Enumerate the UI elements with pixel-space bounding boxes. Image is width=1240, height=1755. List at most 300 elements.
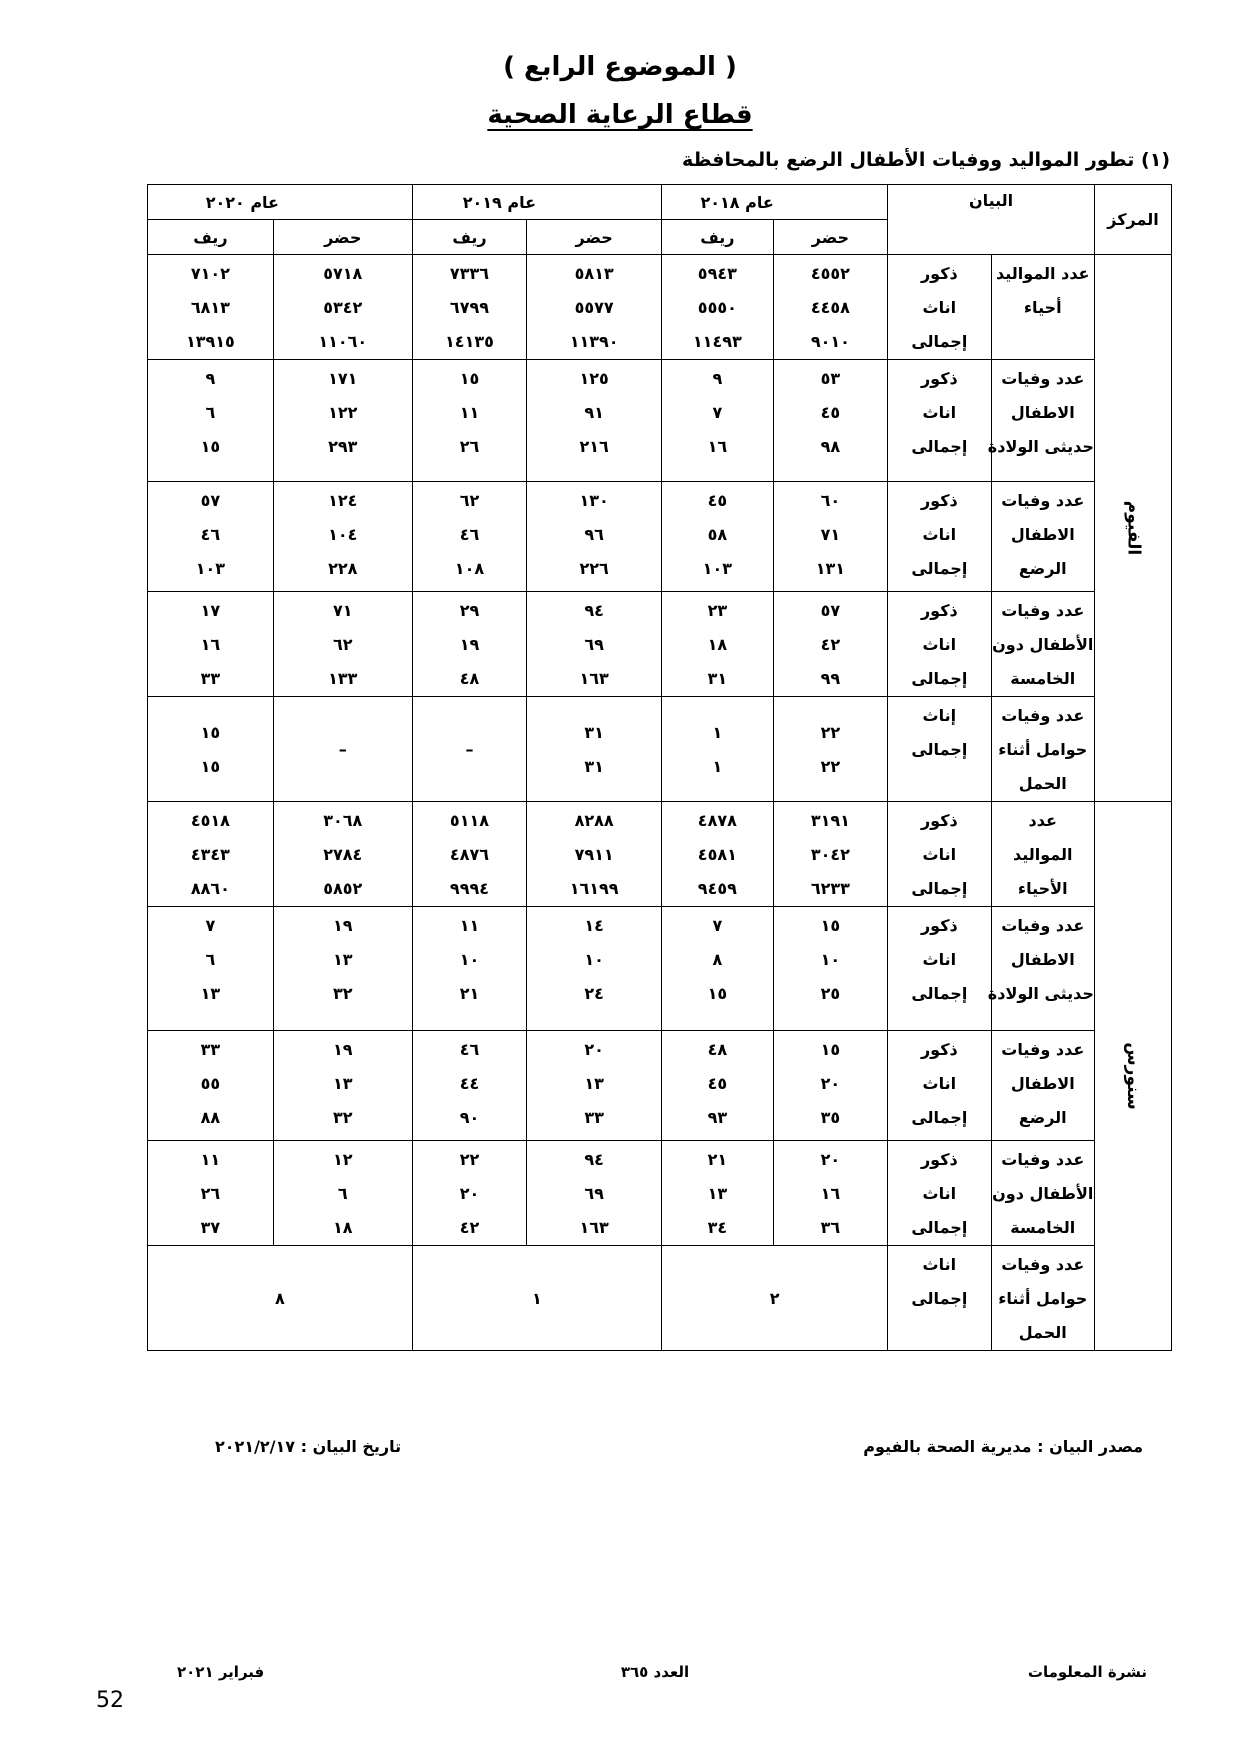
sex-label-cell-line: اناث (922, 403, 957, 422)
table-row (148, 255, 1172, 360)
value-cell-line: ٥٨١٣ (574, 264, 614, 283)
value-cell-line: ٨ (712, 950, 723, 969)
sex-label-cell-line: إجمالى (911, 437, 968, 456)
indicator-cell-line: الرضع (1018, 559, 1067, 578)
value-cell (148, 907, 274, 1031)
indicator-cell-line: أحياء (1023, 298, 1062, 317)
sex-label-cell-line: اناث (922, 525, 957, 544)
value-cell-line: ٢٧٨٤ (323, 845, 363, 864)
sex-label-cell-line: ذكور (920, 369, 958, 388)
value-cell-line: ١٠ (459, 950, 480, 969)
sex-label-cell-line: اناث (922, 298, 957, 317)
sex-label-cell-line: اناث (922, 950, 957, 969)
value-cell-line: ٩٩٩٤ (449, 879, 489, 898)
value-cell-line: ١٠٨ (454, 559, 485, 578)
value-cell-line: ٤٥٨١ (697, 845, 737, 864)
sex-label-cell (888, 697, 991, 802)
value-cell (662, 1031, 774, 1141)
data-source: مصدر البيان : مديرية الصحة بالفيوم (863, 1437, 1143, 1456)
value-cell-line: ٥٧ (200, 491, 221, 510)
table-row (148, 482, 1172, 592)
health-statistics-table (147, 184, 1172, 1351)
value-cell-line: ٥٣٤٢ (323, 298, 363, 317)
value-cell-line: ١١٠٦٠ (318, 332, 368, 351)
value-cell-line: ١٣ (200, 984, 221, 1003)
value-cell-line: ٧٩١١ (574, 845, 614, 864)
value-cell-line: ٢٠ (820, 1150, 841, 1169)
value-cell-line: ٥٥ (200, 1074, 221, 1093)
sex-label-cell-line: إجمالى (911, 879, 968, 898)
indicator-cell-line: المواليد (1012, 845, 1073, 864)
value-cell-line: ٨٢٨٨ (574, 811, 614, 830)
center-name: سنورس (1122, 1042, 1143, 1110)
value-cell-line: ٤٥ (707, 1074, 728, 1093)
center-name-cell (1094, 802, 1171, 1351)
sex-label-cell-line: ذكور (920, 811, 958, 830)
header-rural: ريف (412, 220, 527, 255)
value-cell-line: ١٨ (332, 1218, 353, 1237)
indicator-cell (987, 907, 1094, 1031)
value-cell-line: ١٣ (707, 1184, 728, 1203)
data-date: تاريخ البيان : ٢٠٢١/٢/١٧ (215, 1437, 402, 1456)
value-cell (773, 255, 888, 360)
sex-label-cell-line: اناث (922, 1255, 957, 1274)
indicator-cell-line: الرضع (1018, 1108, 1067, 1127)
value-cell-line: ٤٦ (459, 525, 480, 544)
value-cell-line: ١٩ (332, 1040, 353, 1059)
value-cell (773, 360, 888, 482)
table-row (148, 1141, 1172, 1246)
value-cell-line: ١٥ (820, 1040, 841, 1059)
sex-label-cell-line: اناث (922, 635, 957, 654)
value-cell-line: ٩٩ (820, 669, 841, 688)
value-cell-line: ١٠٣ (702, 559, 732, 578)
sex-label-cell-line: إجمالى (911, 332, 968, 351)
indicator-cell (991, 592, 1094, 697)
page-number: 52 (96, 1688, 124, 1713)
value-cell-line: ١٠٤ (328, 525, 358, 544)
topic-heading: ( الموضوع الرابع ) (503, 52, 737, 82)
indicator-cell-line: عدد وفيات (1001, 369, 1085, 388)
value-cell-line: ٧ (712, 403, 723, 422)
value-cell-line: ٢٠ (459, 1184, 480, 1203)
value-cell-line: ٥٥٧٧ (574, 298, 614, 317)
indicator-cell-line: عدد وفيات (1001, 1040, 1085, 1059)
value-cell-line: ٥٨٥٢ (323, 879, 363, 898)
value-cell-line: ٩٠ (459, 1108, 480, 1127)
value-cell-line: ٣٢ (332, 984, 353, 1003)
merged-value-cell: ١ (412, 1246, 661, 1351)
value-cell-line: ٤٥ (820, 403, 841, 422)
value-cell (773, 697, 888, 802)
sex-label-cell (888, 592, 991, 697)
value-cell (527, 697, 662, 802)
value-cell-line: ١٦ (820, 1184, 841, 1203)
value-cell-line: ٢٠ (820, 1074, 841, 1093)
sex-label-cell (888, 1246, 991, 1351)
indicator-cell-line: حديثى الولادة (987, 437, 1094, 456)
value-cell (273, 360, 412, 482)
value-cell (412, 592, 527, 697)
sex-label-cell-line: إجمالى (911, 669, 968, 688)
value-cell (662, 1141, 774, 1246)
value-cell-line: ٤٥ (707, 491, 728, 510)
value-cell-line: ٣٣ (584, 1108, 604, 1127)
value-cell-line: ٥٨ (707, 525, 728, 544)
value-cell (273, 592, 412, 697)
value-cell-line: ٤٥٥٢ (810, 264, 850, 283)
value-cell-line: ٣٠٤٢ (810, 845, 850, 864)
value-cell-line: ١٥ (459, 369, 480, 388)
indicator-cell-line: حديثى الولادة (987, 984, 1094, 1003)
value-cell: – (412, 697, 527, 802)
value-cell-line: ٤٣٤٣ (190, 845, 230, 864)
value-cell-line: ٢٢ (820, 723, 841, 742)
value-cell (273, 802, 412, 907)
header-rural: ريف (148, 220, 274, 255)
indicator-cell-line: عدد وفيات (1001, 601, 1085, 620)
sex-label-cell (888, 907, 991, 1031)
value-cell (773, 907, 888, 1031)
header-urban: حضر (527, 220, 662, 255)
value-cell (412, 1031, 527, 1141)
value-cell-line: ١٦ (707, 437, 728, 456)
value-cell-line: ٩ (712, 369, 723, 388)
value-cell-line: ٣١ (584, 757, 604, 776)
header-year-2018: عام ٢٠١٨ (662, 185, 888, 220)
value-cell-line: ٢٦ (200, 1184, 221, 1203)
value-cell (273, 907, 412, 1031)
value-cell-line: ٨٨ (200, 1108, 221, 1127)
sex-label-cell (888, 482, 991, 592)
value-cell-line: ٧ (205, 916, 216, 935)
sex-label-cell (888, 802, 991, 907)
sex-label-cell-line: ذكور (920, 491, 958, 510)
value-cell-line: ٦٠ (820, 491, 841, 510)
value-cell-line: ١٠٣ (195, 559, 226, 578)
value-cell-line: ١٣١ (815, 559, 846, 578)
value-cell (527, 482, 662, 592)
value-cell-line: ٤٨ (459, 669, 480, 688)
value-cell-line: ١٩ (459, 635, 480, 654)
value-cell-line: ١٣ (332, 950, 353, 969)
value-cell-line: ١ (712, 757, 723, 776)
indicator-cell-line: الأحياء (1017, 879, 1068, 898)
value-cell (527, 802, 662, 907)
value-cell-line: ٣٧ (200, 1218, 221, 1237)
value-cell-line: ٧١ (820, 525, 841, 544)
value-cell-line: ٣٥ (820, 1108, 841, 1127)
sex-label-cell-line: إجمالى (911, 1108, 968, 1127)
value-cell (412, 802, 527, 907)
value-cell (773, 592, 888, 697)
value-cell (148, 592, 274, 697)
value-cell-line: ٢١ (459, 984, 480, 1003)
value-cell-line: ١٧١ (328, 369, 358, 388)
footer-month: فبراير ٢٠٢١ (177, 1663, 265, 1681)
value-cell (273, 1141, 412, 1246)
value-cell-line: ٧٣٣٦ (449, 264, 489, 283)
header-urban: حضر (773, 220, 888, 255)
value-cell-line: ٩٦ (584, 525, 604, 544)
sex-label-cell (888, 1031, 991, 1141)
sex-label-cell (888, 255, 991, 360)
value-cell (662, 592, 774, 697)
sex-label-cell-line: إجمالى (911, 1218, 968, 1237)
value-cell (527, 360, 662, 482)
indicator-cell (987, 360, 1094, 482)
value-cell-line: ٤٨ (707, 1040, 728, 1059)
value-cell-line: ٢١ (707, 1150, 728, 1169)
value-cell-line: ٢١٦ (579, 437, 609, 456)
header-rural: ريف (662, 220, 774, 255)
value-cell-line: ٣١٩١ (810, 811, 850, 830)
sex-label-cell-line: إجمالى (911, 559, 968, 578)
header-year-2019: عام ٢٠١٩ (412, 185, 661, 220)
value-cell (412, 907, 527, 1031)
value-cell-line: ١٢٤ (328, 491, 358, 510)
value-cell-line: ١٢٢ (328, 403, 358, 422)
value-cell (527, 1141, 662, 1246)
value-cell-line: ٦٧٩٩ (449, 298, 489, 317)
value-cell-line: ٦٢٣٣ (810, 879, 850, 898)
page-title-text: قطاع الرعاية الصحية (487, 100, 753, 130)
value-cell (527, 1031, 662, 1141)
value-cell-line: ٣٦ (820, 1218, 841, 1237)
value-cell (412, 1141, 527, 1246)
value-cell-line: ١٢ (332, 1150, 353, 1169)
indicator-cell-line: الخامسة (1010, 1218, 1076, 1237)
sex-label-cell-line: ذكور (920, 1150, 958, 1169)
indicator-cell (991, 802, 1094, 907)
indicator-cell-line: الخامسة (1010, 669, 1076, 688)
indicator-cell-line: حوامل أثناء (998, 1289, 1088, 1308)
value-cell-line: ٣١ (707, 669, 728, 688)
table-row (148, 1246, 1172, 1351)
value-cell-line: ١٥ (200, 757, 221, 776)
header-item: البيان (888, 185, 1095, 255)
sex-label-cell-line: اناث (922, 1074, 957, 1093)
indicator-cell-line: الاطفال (1010, 1074, 1075, 1093)
sex-label-cell-line: ذكور (920, 601, 958, 620)
value-cell-line: ٥٥٥٠ (697, 298, 737, 317)
value-cell-line: ٢٣ (707, 601, 728, 620)
merged-value-cell: ٢ (662, 1246, 888, 1351)
table-body (148, 255, 1172, 1351)
value-cell (273, 255, 412, 360)
value-cell-line: ٦٩ (584, 635, 604, 654)
value-cell (773, 1031, 888, 1141)
sex-label-cell-line: ذكور (920, 916, 958, 935)
sex-label-cell-line: إجمالى (911, 1289, 968, 1308)
value-cell (527, 592, 662, 697)
value-cell-line: ٩ (205, 369, 216, 388)
value-cell-line: ١٦ (200, 635, 221, 654)
value-cell-line: ٨٨٦٠ (190, 879, 230, 898)
table-row (148, 1031, 1172, 1141)
value-cell (148, 1031, 274, 1141)
value-cell-line: ١١ (459, 916, 480, 935)
value-cell-line: ١٦٣ (579, 1218, 609, 1237)
value-cell-line: ٢٥ (820, 984, 841, 1003)
value-cell-line: ١٣ (332, 1074, 353, 1093)
header-urban: حضر (273, 220, 412, 255)
value-cell-line: ٩٠١٠ (810, 332, 850, 351)
table-row (148, 360, 1172, 482)
value-cell-line: ٢٢٨ (328, 559, 358, 578)
value-cell (773, 1141, 888, 1246)
value-cell-line: ٢٢٦ (579, 559, 609, 578)
center-name: الفيوم (1122, 500, 1143, 556)
indicator-cell-line: عدد وفيات (1001, 916, 1085, 935)
value-cell (662, 697, 774, 802)
indicator-cell-line: عدد وفيات (1001, 1150, 1085, 1169)
indicator-cell (991, 1031, 1094, 1141)
indicator-cell-line: الأطفال دون (992, 1184, 1094, 1203)
value-cell-line: ٢٩ (459, 601, 480, 620)
value-cell-line: ٢٢ (459, 1150, 480, 1169)
value-cell-line: ٥٣ (820, 369, 841, 388)
value-cell-line: ٩٤ (584, 1150, 604, 1169)
footer-issue: العدد ٣٦٥ (620, 1663, 690, 1681)
indicator-cell-line: عدد (1028, 811, 1057, 830)
value-cell-line: ١١ (200, 1150, 221, 1169)
value-cell (148, 482, 274, 592)
value-cell: – (273, 697, 412, 802)
page-title (0, 100, 1240, 130)
indicator-cell (991, 1246, 1094, 1351)
value-cell-line: ٩١ (584, 403, 604, 422)
value-cell-line: ١١٤٩٣ (692, 332, 742, 351)
value-cell (773, 802, 888, 907)
value-cell-line: ٤٢ (459, 1218, 480, 1237)
value-cell (662, 907, 774, 1031)
value-cell-line: ٦٢ (332, 635, 353, 654)
value-cell-line: ٦ (205, 950, 216, 969)
value-cell-line: ٩٣ (707, 1108, 728, 1127)
value-cell-line: ٢٦ (459, 437, 480, 456)
value-cell-line: ٥٧ (820, 601, 841, 620)
value-cell-line: ١٣٣ (328, 669, 358, 688)
value-cell-line: ١٥ (820, 916, 841, 935)
value-cell (527, 907, 662, 1031)
sex-label-cell-line: اناث (922, 1184, 957, 1203)
sex-label-cell-line: إجمالى (911, 740, 968, 759)
value-cell-line: ٤٦ (459, 1040, 480, 1059)
value-cell-line: ١٠ (584, 950, 604, 969)
value-cell-line: ٤٨٧٦ (449, 845, 489, 864)
indicator-cell-line: الأطفال دون (992, 635, 1094, 654)
table-row (148, 802, 1172, 907)
value-cell-line: ٦ (337, 1184, 348, 1203)
value-cell (148, 1141, 274, 1246)
value-cell-line: ٢٩٣ (328, 437, 358, 456)
value-cell-line: ١ (712, 723, 723, 742)
footer-bulletin: نشرة المعلومات (1027, 1663, 1147, 1681)
value-cell-line: ٣٢ (332, 1108, 353, 1127)
table-row (148, 592, 1172, 697)
sex-label-cell (888, 360, 991, 482)
indicator-cell-line: الحمل (1018, 1323, 1067, 1342)
value-cell-line: ١٠ (820, 950, 841, 969)
value-cell-line: ١٥ (200, 723, 221, 742)
value-cell-line: ١٣٩١٥ (185, 332, 235, 351)
value-cell-line: ٥٩٤٣ (697, 264, 737, 283)
value-cell-line: ١١ (459, 403, 480, 422)
sex-label-cell-line: ذكور (920, 264, 958, 283)
value-cell-line: ٧ (712, 916, 723, 935)
value-cell-line: ١٧ (200, 601, 221, 620)
value-cell-line: ٦٢ (459, 491, 480, 510)
indicator-cell-line: الاطفال (1010, 950, 1075, 969)
value-cell-line: ٤٢ (820, 635, 841, 654)
value-cell (412, 360, 527, 482)
value-cell-line: ٦ (205, 403, 216, 422)
value-cell-line: ٩٤ (584, 601, 604, 620)
value-cell-line: ١٨ (707, 635, 728, 654)
value-cell-line: ١٤١٣٥ (445, 332, 494, 351)
value-cell-line: ٦٩ (584, 1184, 604, 1203)
center-name-cell (1094, 255, 1171, 802)
indicator-cell (991, 1141, 1094, 1246)
value-cell-line: ١٥ (707, 984, 728, 1003)
indicator-cell-line: الاطفال (1010, 403, 1075, 422)
value-cell-line: ٤٥١٨ (190, 811, 230, 830)
value-cell (148, 802, 274, 907)
sex-label-cell-line: إجمالى (911, 984, 968, 1003)
value-cell-line: ٣٣ (200, 669, 221, 688)
value-cell (662, 482, 774, 592)
table-row (148, 697, 1172, 802)
value-cell-line: ٧١ (332, 601, 353, 620)
header-center: المركز (1094, 185, 1171, 255)
value-cell (662, 360, 774, 482)
value-cell-line: ٣٣ (200, 1040, 221, 1059)
indicator-cell-line: عدد وفيات (1001, 491, 1085, 510)
value-cell-line: ٦٨١٣ (190, 298, 230, 317)
indicator-cell-line: عدد وفيات (1001, 706, 1085, 725)
value-cell-line: ١٥ (200, 437, 221, 456)
value-cell (273, 482, 412, 592)
sex-label-cell (888, 1141, 991, 1246)
value-cell (148, 360, 274, 482)
value-cell-line: ٥١١٨ (449, 811, 489, 830)
indicator-cell-line: عدد المواليد (996, 264, 1090, 283)
header-year-2020: عام ٢٠٢٠ (148, 185, 413, 220)
value-cell-line: ١٦٣ (579, 669, 609, 688)
value-cell-line: ٢٢ (820, 757, 841, 776)
value-cell-line: ٤٨٧٨ (697, 811, 737, 830)
value-cell-line: ١٦١٩٩ (569, 879, 619, 898)
value-cell-line: ٣١ (584, 723, 604, 742)
sex-label-cell-line: ذكور (920, 1040, 958, 1059)
value-cell-line: ٤٤ (459, 1074, 480, 1093)
value-cell-line: ٧١٠٢ (190, 264, 230, 283)
value-cell (412, 482, 527, 592)
value-cell-line: ٤٤٥٨ (810, 298, 850, 317)
value-cell-line: ١٩ (332, 916, 353, 935)
value-cell (662, 255, 774, 360)
value-cell-line: ٩٤٥٩ (697, 879, 737, 898)
value-cell (412, 255, 527, 360)
indicator-cell-line: الاطفال (1010, 525, 1075, 544)
value-cell-line: ٥٧١٨ (323, 264, 363, 283)
indicator-cell-line: عدد وفيات (1001, 1255, 1085, 1274)
value-cell-line: ١١٣٩٠ (569, 332, 619, 351)
value-cell (662, 802, 774, 907)
indicator-cell (991, 255, 1094, 360)
value-cell-line: ٩٨ (820, 437, 841, 456)
